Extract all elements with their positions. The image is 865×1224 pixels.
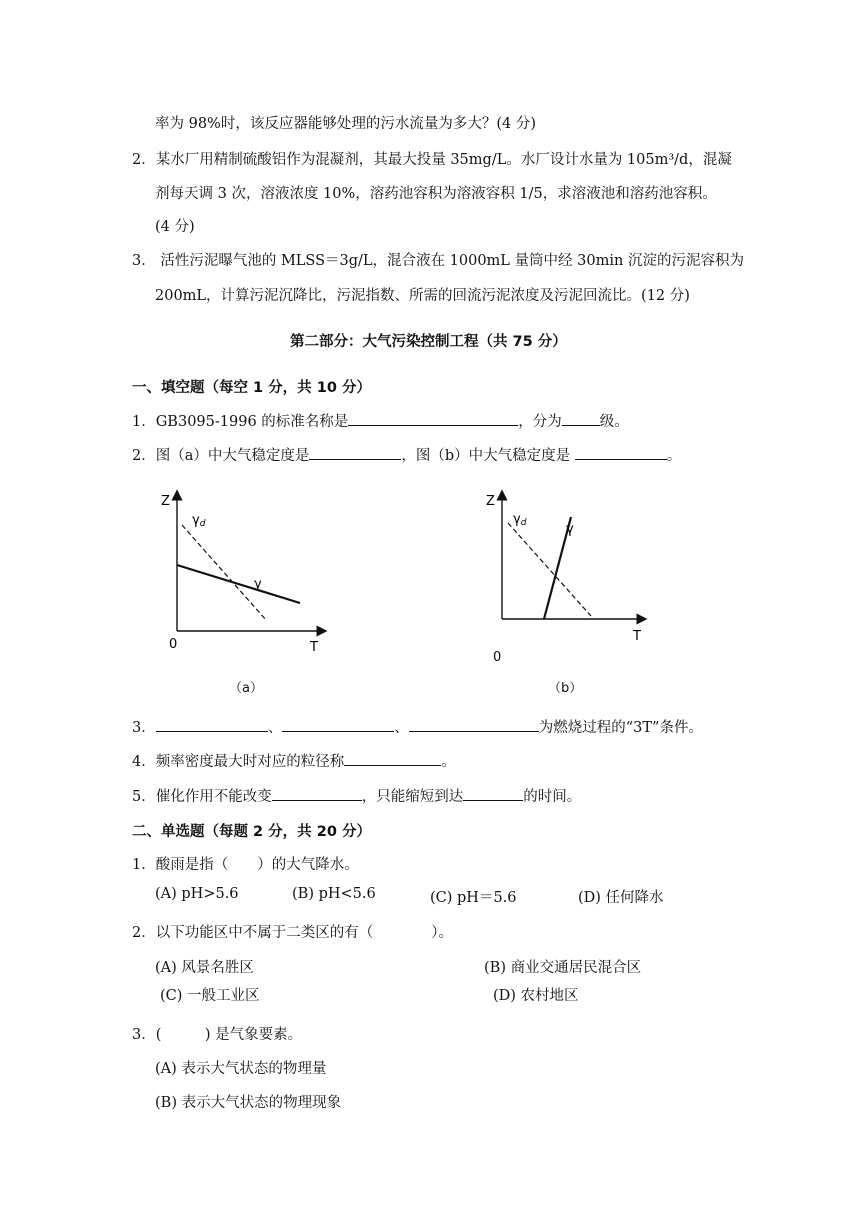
fill-q1-text-c: 级。 bbox=[599, 414, 629, 430]
fill-q4 bbox=[132, 750, 456, 771]
figure-b-gamma-label: γ bbox=[566, 522, 574, 537]
blank-particle-size[interactable] bbox=[344, 751, 441, 766]
figure-b-gamma-d-label: γd bbox=[513, 512, 527, 528]
figure-a-t-label: T bbox=[310, 640, 318, 655]
mcq-1-option-a[interactable]: (A) pH>5.6 bbox=[155, 886, 239, 902]
fill-q5-text-b: ，只能缩短到达 bbox=[361, 789, 464, 805]
mcq-3-option-b[interactable]: (B) 表示大气状态的物理现象 bbox=[155, 1095, 342, 1111]
fill-q1-text-a: 1．GB3095-1996 的标准名称是 bbox=[132, 414, 349, 430]
figure-b-t-label: T bbox=[633, 629, 641, 644]
fill-q3-text-b: 为燃烧过程的“3T”条件。 bbox=[538, 720, 703, 736]
fill-q5-text-c: 的时间。 bbox=[523, 789, 582, 805]
fill-q3 bbox=[132, 716, 703, 737]
fill-q4-text-b: 。 bbox=[441, 754, 456, 770]
q1-tail-text: 率为 98%时，该反应器能够处理的污水流量为多大？(4 分) bbox=[155, 116, 536, 132]
figure-a bbox=[150, 485, 340, 665]
section1-title: 一、填空题（每空 1 分，共 10 分） bbox=[132, 380, 371, 396]
blank-3t-3[interactable] bbox=[409, 717, 539, 732]
fill-q1-text-b: ，分为 bbox=[518, 414, 562, 430]
fill-q3-sep-2: 、 bbox=[394, 720, 409, 736]
figure-a-caption: （a） bbox=[229, 681, 263, 696]
blank-grade-count[interactable] bbox=[562, 411, 600, 426]
q2-line-1: 2．某水厂用精制硫酸铝作为混凝剂，其最大投量 35mg/L。水厂设计水量为 105m³/d，混凝 bbox=[132, 152, 732, 168]
blank-3t-2[interactable] bbox=[282, 717, 394, 732]
fill-q3-text-a: 3． bbox=[132, 720, 156, 736]
figure-a-gamma-d-label: γd bbox=[192, 513, 206, 529]
figure-a-origin-label: 0 bbox=[169, 637, 178, 652]
mcq-1-option-b[interactable]: (B) pH<5.6 bbox=[292, 886, 376, 902]
blank-catalysis-1[interactable] bbox=[272, 786, 362, 801]
blank-3t-1[interactable] bbox=[156, 717, 268, 732]
fill-q2-text-b: ，图（b）中大气稳定度是 bbox=[401, 448, 571, 464]
blank-stability-b[interactable] bbox=[575, 445, 667, 460]
blank-standard-name[interactable] bbox=[348, 411, 518, 426]
q3-line-1: 3． 活性污泥曝气池的 MLSS＝3g/L，混合液在 1000mL 量筒中经 30min 沉淀的污泥容积为 bbox=[132, 253, 744, 269]
fill-q5-text-a: 5．催化作用不能改变 bbox=[132, 789, 272, 805]
figure-b-origin-label: 0 bbox=[493, 650, 502, 665]
figure-a-gamma-label: γ bbox=[254, 577, 262, 592]
mcq-2-option-c[interactable]: (C) 一般工业区 bbox=[160, 988, 260, 1004]
mcq-1-stem: 1．酸雨是指（ ）的大气降水。 bbox=[132, 857, 359, 873]
figure-a-z-label: Z bbox=[161, 494, 170, 509]
fill-q2-text-c: 。 bbox=[666, 448, 682, 464]
figure-b-caption: （b） bbox=[548, 681, 583, 696]
mcq-1-option-c[interactable]: (C) pH＝5.6 bbox=[430, 890, 517, 906]
fill-q1 bbox=[132, 410, 629, 431]
mcq-2-option-d[interactable]: (D) 农村地区 bbox=[493, 988, 579, 1004]
fill-q5 bbox=[132, 785, 581, 806]
q3-line-2: 200mL，计算污泥沉降比，污泥指数、所需的回流污泥浓度及污泥回流比。(12 分) bbox=[155, 288, 690, 304]
fill-q4-text-a: 4．频率密度最大时对应的粒径称 bbox=[132, 754, 345, 770]
part2-title: 第二部分：大气污染控制工程（共 75 分） bbox=[290, 334, 567, 350]
mcq-1-option-d[interactable]: (D) 任何降水 bbox=[578, 890, 664, 906]
fill-q2-text-a: 2．图（a）中大气稳定度是 bbox=[132, 448, 310, 464]
mcq-3-stem: 3．( ) 是气象要素。 bbox=[132, 1027, 303, 1043]
fill-q2 bbox=[132, 444, 681, 465]
mcq-2-option-a[interactable]: (A) 风景名胜区 bbox=[155, 960, 254, 976]
mcq-2-option-b[interactable]: (B) 商业交通居民混合区 bbox=[484, 960, 642, 976]
q2-line-2: 剂每天调 3 次，溶液浓度 10%，溶药池容积为溶液容积 1/5，求溶液池和溶药池容积。 bbox=[155, 186, 717, 202]
figure-b bbox=[475, 485, 665, 665]
figure-a-lapse-rate-line bbox=[177, 565, 300, 603]
blank-catalysis-2[interactable] bbox=[463, 786, 523, 801]
mcq-3-option-a[interactable]: (A) 表示大气状态的物理量 bbox=[155, 1061, 327, 1077]
fill-q3-sep-1: 、 bbox=[267, 720, 283, 736]
mcq-2-stem: 2．以下功能区中不属于二类区的有（ ）。 bbox=[132, 925, 453, 941]
blank-stability-a[interactable] bbox=[309, 445, 401, 460]
figure-a-dry-adiabatic-line bbox=[182, 525, 266, 620]
section2-title: 二、单选题（每题 2 分，共 20 分） bbox=[132, 824, 371, 840]
q2-line-3: (4 分) bbox=[155, 219, 195, 235]
figure-b-z-label: Z bbox=[486, 494, 495, 509]
